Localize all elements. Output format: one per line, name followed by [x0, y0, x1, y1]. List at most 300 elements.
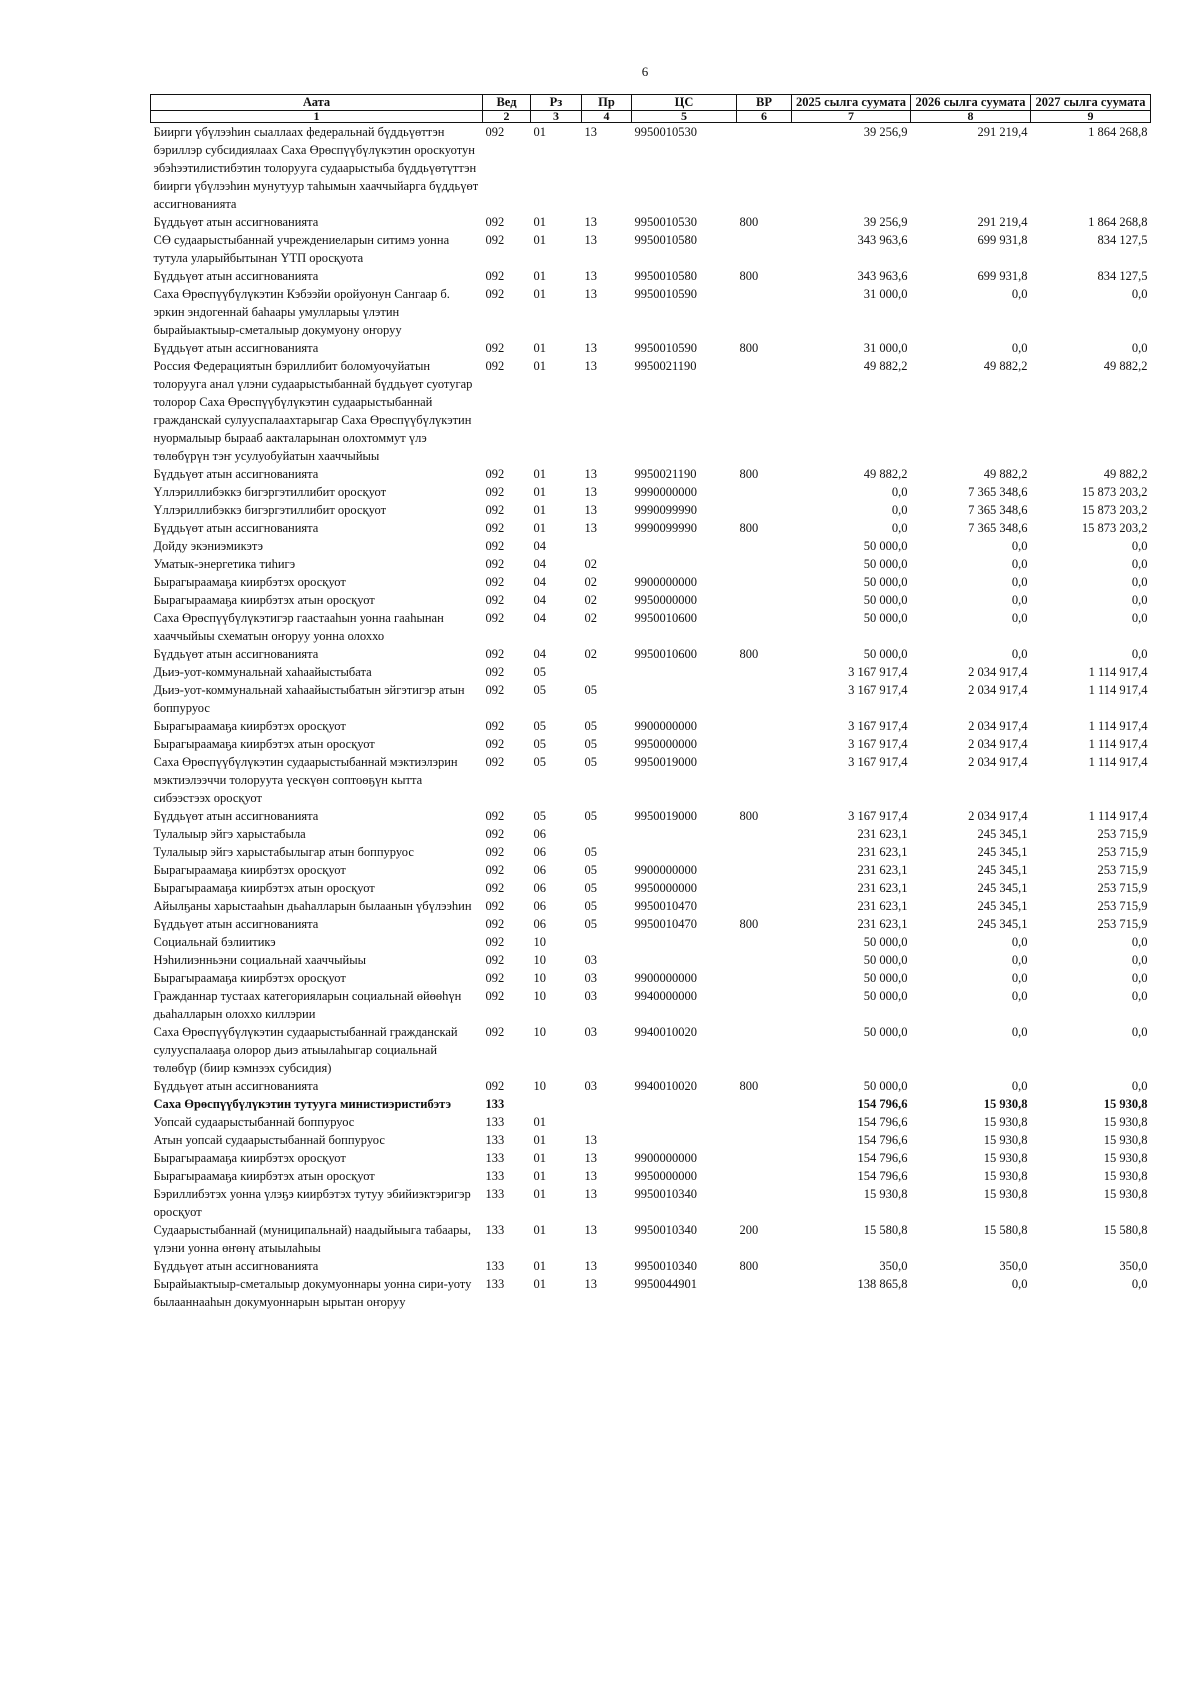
row-ved: 092 [485, 593, 505, 607]
row-amount-2025: 39 256,9 [863, 125, 908, 139]
row-amount-2026: 0,0 [1011, 935, 1028, 949]
row-amount-2026: 0,0 [1011, 971, 1028, 985]
row-vr: 800 [739, 521, 759, 535]
table-row [151, 987, 1151, 1023]
row-rz: 06 [533, 827, 546, 841]
row-amount-2025: 154 796,6 [857, 1169, 908, 1183]
row-ved: 092 [485, 575, 505, 589]
row-cs: 9990099990 [634, 503, 697, 517]
row-amount-2026: 2 034 917,4 [968, 719, 1028, 733]
row-rz: 01 [533, 341, 546, 355]
row-vr [737, 1275, 792, 1311]
row-vr [737, 501, 792, 519]
row-amount-2027: 15 930,8 [1103, 1187, 1148, 1201]
row-vr [737, 555, 792, 573]
row-vr: 800 [739, 269, 759, 283]
table-row [151, 735, 1151, 753]
row-cs: 9950000000 [634, 737, 697, 751]
row-rz: 05 [533, 665, 546, 679]
row-amount-2026: 15 930,8 [983, 1133, 1028, 1147]
row-ved: 092 [485, 809, 505, 823]
row-name: Үллэриллибэккэ бигэргэтиллибит оросқуот [153, 485, 387, 499]
row-pr: 03 [584, 953, 597, 967]
row-rz: 01 [533, 1187, 546, 1201]
table-row [151, 339, 1151, 357]
row-pr: 13 [584, 1151, 597, 1165]
row-amount-2026: 245 345,1 [977, 845, 1028, 859]
row-amount-2027: 0,0 [1131, 647, 1148, 661]
row-amount-2027: 49 882,2 [1103, 359, 1148, 373]
row-name: Бырагыраамаҕа киирбэтэх оросқуот [153, 575, 346, 589]
row-pr: 13 [584, 233, 597, 247]
row-amount-2027: 834 127,5 [1097, 269, 1148, 283]
row-vr [737, 123, 792, 214]
table-row [151, 357, 1151, 465]
row-ved: 092 [485, 359, 505, 373]
row-ved: 092 [485, 539, 505, 553]
row-vr [737, 609, 792, 645]
row-ved: 133 [485, 1223, 505, 1237]
row-vr [737, 825, 792, 843]
row-amount-2027: 1 114 917,4 [1088, 665, 1148, 679]
table-row [151, 825, 1151, 843]
row-name: Уматык-энергетика тиһигэ [153, 557, 296, 571]
row-pr: 05 [584, 899, 597, 913]
row-pr: 13 [584, 341, 597, 355]
budget-table-container [150, 94, 1150, 1311]
table-row [151, 591, 1151, 609]
row-pr [582, 933, 632, 951]
row-cs [632, 1113, 737, 1131]
row-name: Дьиэ-уот-коммунальнай хаһаайыстыбата [153, 665, 372, 679]
row-amount-2027: 0,0 [1131, 611, 1148, 625]
row-name: Бүддьүөт атын ассигнованията [153, 917, 319, 931]
row-amount-2026: 0,0 [1011, 989, 1028, 1003]
row-amount-2025: 343 963,6 [857, 269, 908, 283]
row-vr [737, 753, 792, 807]
row-ved: 092 [485, 485, 505, 499]
row-pr: 13 [584, 1187, 597, 1201]
row-amount-2025: 350,0 [879, 1259, 908, 1273]
row-name: Нэһилиэнньэни социальнай хааччыйыы [153, 953, 367, 967]
row-name: Бырагыраамаҕа киирбэтэх атын оросқуот [153, 881, 375, 895]
table-row [151, 1149, 1151, 1167]
row-amount-2025: 50 000,0 [863, 611, 908, 625]
table-row [151, 1077, 1151, 1095]
row-vr [737, 1149, 792, 1167]
row-amount-2027: 1 864 268,8 [1088, 215, 1148, 229]
row-name: Саха Өрөспүүбүлүкэтигэр гаастааһын уонна гааһынан хааччыйыы схематын оҥоруу уонна олоххо [153, 611, 444, 643]
row-pr: 05 [584, 917, 597, 931]
row-name: Бүддьүөт атын ассигнованията [153, 269, 319, 283]
row-rz: 06 [533, 863, 546, 877]
row-rz: 01 [533, 521, 546, 535]
row-name: Саха Өрөспүүбүлүкэтин Кэбээйи оройуонун Сангаар б. эркин эндогеннай баһаары умулларыы үлэтин бырайыактыыр-сметалыыр докумуону оҥоруу [153, 287, 450, 337]
table-row [151, 1257, 1151, 1275]
row-ved: 092 [485, 845, 505, 859]
row-pr: 02 [584, 611, 597, 625]
table-row [151, 519, 1151, 537]
table-row [151, 555, 1151, 573]
row-name: Бүддьүөт атын ассигнованията [153, 341, 319, 355]
row-amount-2026: 291 219,4 [977, 215, 1028, 229]
row-rz: 01 [533, 467, 546, 481]
row-rz: 10 [533, 953, 546, 967]
row-vr [737, 933, 792, 951]
table-row [151, 753, 1151, 807]
row-cs: 9950010580 [634, 233, 697, 247]
row-amount-2026: 245 345,1 [977, 917, 1028, 931]
row-amount-2027: 350,0 [1119, 1259, 1148, 1273]
row-amount-2026: 49 882,2 [983, 467, 1028, 481]
header-vr: ВР [737, 95, 792, 111]
table-row [151, 123, 1151, 214]
row-cs: 9950010590 [634, 287, 697, 301]
row-amount-2027: 15 580,8 [1103, 1223, 1148, 1237]
row-pr: 03 [584, 1025, 597, 1039]
row-cs: 9900000000 [634, 863, 697, 877]
row-pr: 05 [584, 755, 597, 769]
row-vr: 800 [739, 215, 759, 229]
row-name: Бырайыактыыр-сметалыыр докумуоннары уонна сири-уоту былааннааһын докумуоннарын ырытан оҥоруу [153, 1277, 472, 1309]
row-amount-2026: 2 034 917,4 [968, 665, 1028, 679]
row-amount-2025: 3 167 917,4 [848, 719, 908, 733]
row-rz: 01 [533, 269, 546, 283]
table-row [151, 969, 1151, 987]
row-name: Бырагыраамаҕа киирбэтэх оросқуот [153, 971, 346, 985]
row-name: Социальнай бэлиитикэ [153, 935, 276, 949]
row-name: СӨ судаарыстыбаннай учреждениеларын ситимэ уонна тутула уларыйбытынан ҮТП оросқуота [153, 233, 450, 265]
row-name: Бэриллибэтэх уонна үлэҕэ киирбэтэх тутуу эбийиэктэригэр оросқуот [153, 1187, 471, 1219]
row-amount-2027: 0,0 [1131, 557, 1148, 571]
header-ved: Вед [483, 95, 531, 111]
row-amount-2027: 253 715,9 [1097, 881, 1148, 895]
row-cs: 9950019000 [634, 755, 697, 769]
table-header [151, 95, 1151, 123]
row-amount-2027: 1 114 917,4 [1088, 719, 1148, 733]
row-cs: 9950010470 [634, 917, 697, 931]
row-vr [737, 357, 792, 465]
row-vr [737, 231, 792, 267]
row-name: Бүддьүөт атын ассигнованията [153, 521, 319, 535]
row-vr [737, 537, 792, 555]
row-vr [737, 663, 792, 681]
row-amount-2025: 231 623,1 [857, 917, 908, 931]
row-amount-2025: 3 167 917,4 [848, 809, 908, 823]
row-rz: 01 [533, 1223, 546, 1237]
row-rz: 01 [533, 485, 546, 499]
row-amount-2026: 15 930,8 [983, 1097, 1028, 1111]
header-aata: Аата [151, 95, 483, 111]
row-rz: 10 [533, 935, 546, 949]
table-row [151, 267, 1151, 285]
table-row [151, 663, 1151, 681]
row-amount-2027: 15 930,8 [1103, 1115, 1148, 1129]
column-number: 1 [151, 111, 483, 123]
row-amount-2025: 231 623,1 [857, 827, 908, 841]
row-pr: 13 [584, 485, 597, 499]
row-vr [737, 1095, 792, 1113]
row-amount-2025: 31 000,0 [863, 287, 908, 301]
row-amount-2025: 0,0 [891, 485, 908, 499]
row-cs [632, 555, 737, 573]
row-rz: 04 [533, 647, 546, 661]
row-pr: 05 [584, 683, 597, 697]
table-row [151, 897, 1151, 915]
row-amount-2025: 231 623,1 [857, 845, 908, 859]
row-cs: 9950010600 [634, 611, 697, 625]
row-rz: 06 [533, 881, 546, 895]
row-vr [737, 591, 792, 609]
header-rz: Рз [531, 95, 582, 111]
row-name: Бырагыраамаҕа киирбэтэх атын оросқуот [153, 1169, 375, 1183]
row-rz: 01 [533, 287, 546, 301]
row-name: Бүддьүөт атын ассигнованията [153, 1259, 319, 1273]
row-amount-2025: 50 000,0 [863, 593, 908, 607]
table-row [151, 573, 1151, 591]
column-number: 6 [737, 111, 792, 123]
table-row [151, 1275, 1151, 1311]
row-name: Саха Өрөспүүбүлүкэтин судаарыстыбаннай мэктиэлэрин мэктиэлээччи толоруута үескүөн соптоөҕүн кытта сибээстээх оросқуот [153, 755, 458, 805]
row-rz: 10 [533, 1025, 546, 1039]
table-row [151, 483, 1151, 501]
column-number: 8 [911, 111, 1031, 123]
row-name: Бүддьүөт атын ассигнованията [153, 467, 319, 481]
row-amount-2025: 50 000,0 [863, 557, 908, 571]
row-ved: 092 [485, 1025, 505, 1039]
row-cs [632, 537, 737, 555]
row-ved: 092 [485, 341, 505, 355]
row-rz: 01 [533, 503, 546, 517]
row-amount-2025: 231 623,1 [857, 899, 908, 913]
row-name: Тулалыыр эйгэ харыстабыла [153, 827, 306, 841]
row-amount-2025: 15 580,8 [863, 1223, 908, 1237]
row-vr: 800 [739, 917, 759, 931]
row-name: Бүддьүөт атын ассигнованията [153, 647, 319, 661]
row-vr [737, 1131, 792, 1149]
row-cs: 9950010530 [634, 215, 697, 229]
row-amount-2026: 0,0 [1011, 647, 1028, 661]
row-cs [632, 663, 737, 681]
row-amount-2027: 834 127,5 [1097, 233, 1148, 247]
row-name: Россия Федерациятын бэриллибит боломуочуйатын толорууга анал үлэни судаарыстыбаннай бүддьүөт суотугар толорор Саха Өрөспүүбүлүкэтин судаарыстыбаннай гражданскай сулууспалаахтарыгар Саха Өрөспүүбүлүкэтин нуормалыыр бырааб аакталарынан олохтоммут үлэ төлөбүрүн тэҥ усулуобуйатын хааччыйыы [153, 359, 473, 463]
row-amount-2026: 2 034 917,4 [968, 683, 1028, 697]
row-cs [632, 681, 737, 717]
row-vr [737, 285, 792, 339]
row-ved: 092 [485, 557, 505, 571]
table-row [151, 717, 1151, 735]
row-rz: 01 [533, 1259, 546, 1273]
row-vr: 800 [739, 467, 759, 481]
column-number: 5 [632, 111, 737, 123]
row-amount-2026: 15 930,8 [983, 1115, 1028, 1129]
row-pr: 13 [584, 1277, 597, 1291]
row-cs: 9950000000 [634, 593, 697, 607]
row-amount-2025: 49 882,2 [863, 467, 908, 481]
row-rz: 04 [533, 575, 546, 589]
row-vr [737, 1113, 792, 1131]
row-amount-2027: 15 873 203,2 [1081, 521, 1148, 535]
row-rz: 04 [533, 539, 546, 553]
row-rz: 04 [533, 557, 546, 571]
row-amount-2027: 0,0 [1131, 1025, 1148, 1039]
row-amount-2027: 1 114 917,4 [1088, 809, 1148, 823]
row-cs: 9950010530 [634, 125, 697, 139]
table-row [151, 537, 1151, 555]
row-amount-2026: 0,0 [1011, 1277, 1028, 1291]
row-rz: 01 [533, 1169, 546, 1183]
row-amount-2026: 0,0 [1011, 1079, 1028, 1093]
column-number: 2 [483, 111, 531, 123]
table-row [151, 1113, 1151, 1131]
row-pr: 03 [584, 971, 597, 985]
row-amount-2027: 0,0 [1131, 539, 1148, 553]
row-vr: 200 [739, 1223, 759, 1237]
row-vr [737, 951, 792, 969]
row-amount-2026: 0,0 [1011, 575, 1028, 589]
row-ved: 092 [485, 233, 505, 247]
row-pr: 05 [584, 881, 597, 895]
row-pr: 13 [584, 467, 597, 481]
header-2025: 2025 сылга суумата [792, 95, 911, 111]
row-ved: 092 [485, 683, 505, 697]
row-cs: 9900000000 [634, 971, 697, 985]
table-row [151, 231, 1151, 267]
row-rz: 01 [533, 1277, 546, 1291]
row-cs [632, 843, 737, 861]
row-name: Үллэриллибэккэ бигэргэтиллибит оросқуот [153, 503, 387, 517]
row-amount-2027: 253 715,9 [1097, 845, 1148, 859]
row-amount-2025: 154 796,6 [857, 1115, 908, 1129]
row-ved: 133 [485, 1187, 505, 1201]
row-vr [737, 735, 792, 753]
row-pr: 13 [584, 215, 597, 229]
row-amount-2026: 699 931,8 [977, 233, 1028, 247]
row-pr: 13 [584, 269, 597, 283]
row-amount-2025: 138 865,8 [857, 1277, 908, 1291]
row-amount-2027: 15 930,8 [1103, 1151, 1148, 1165]
row-amount-2026: 2 034 917,4 [968, 755, 1028, 769]
row-ved: 092 [485, 719, 505, 733]
column-number: 3 [531, 111, 582, 123]
table-row [151, 1185, 1151, 1221]
row-amount-2027: 0,0 [1131, 1277, 1148, 1291]
header-cs: ЦС [632, 95, 737, 111]
row-amount-2026: 0,0 [1011, 539, 1028, 553]
row-cs [632, 933, 737, 951]
row-ved: 133 [485, 1259, 505, 1273]
header-pr: Пр [582, 95, 632, 111]
row-amount-2027: 0,0 [1131, 593, 1148, 607]
row-cs: 9940010020 [634, 1025, 697, 1039]
row-amount-2026: 0,0 [1011, 611, 1028, 625]
row-ved: 092 [485, 971, 505, 985]
row-amount-2026: 7 365 348,6 [968, 521, 1028, 535]
row-amount-2025: 231 623,1 [857, 863, 908, 877]
row-amount-2027: 15 930,8 [1103, 1133, 1148, 1147]
row-name: Бүддьүөт атын ассигнованията [153, 809, 319, 823]
row-amount-2026: 0,0 [1011, 557, 1028, 571]
row-ved: 092 [485, 1079, 505, 1093]
column-number: 7 [792, 111, 911, 123]
row-name: Бырагыраамаҕа киирбэтэх оросқуот [153, 863, 346, 877]
row-amount-2025: 50 000,0 [863, 953, 908, 967]
row-amount-2027: 15 873 203,2 [1081, 503, 1148, 517]
row-amount-2026: 350,0 [999, 1259, 1028, 1273]
row-cs: 9950019000 [634, 809, 697, 823]
row-pr: 13 [584, 503, 597, 517]
row-vr: 800 [739, 1079, 759, 1093]
row-amount-2027: 15 930,8 [1103, 1097, 1148, 1111]
row-ved: 092 [485, 125, 505, 139]
header-2027: 2027 сылга суумата [1031, 95, 1151, 111]
row-vr [737, 1023, 792, 1077]
row-pr: 02 [584, 575, 597, 589]
row-amount-2027: 49 882,2 [1103, 467, 1148, 481]
table-body [151, 123, 1151, 1312]
row-vr: 800 [739, 341, 759, 355]
row-cs: 9900000000 [634, 719, 697, 733]
row-amount-2027: 253 715,9 [1097, 827, 1148, 841]
header-2026: 2026 сылга суумата [911, 95, 1031, 111]
table-row [151, 285, 1151, 339]
column-number: 4 [582, 111, 632, 123]
row-amount-2027: 253 715,9 [1097, 917, 1148, 931]
row-cs: 9990000000 [634, 485, 697, 499]
table-row [151, 843, 1151, 861]
row-amount-2027: 0,0 [1131, 1079, 1148, 1093]
row-amount-2025: 0,0 [891, 503, 908, 517]
row-pr: 03 [584, 989, 597, 1003]
row-rz: 10 [533, 971, 546, 985]
row-amount-2027: 1 114 917,4 [1088, 755, 1148, 769]
row-vr [737, 843, 792, 861]
row-amount-2025: 50 000,0 [863, 539, 908, 553]
table-row [151, 933, 1151, 951]
row-amount-2027: 0,0 [1131, 989, 1148, 1003]
row-amount-2025: 3 167 917,4 [848, 665, 908, 679]
row-ved: 092 [485, 503, 505, 517]
table-row [151, 645, 1151, 663]
row-ved: 092 [485, 755, 505, 769]
row-name: Уопсай судаарыстыбаннай боппуруос [153, 1115, 355, 1129]
row-name: Айылҕаны харыстааһын дьаһалларын былаанын үбүлээһин [153, 899, 472, 913]
row-vr [737, 573, 792, 591]
row-ved: 092 [485, 953, 505, 967]
row-pr: 13 [584, 1133, 597, 1147]
row-amount-2025: 3 167 917,4 [848, 755, 908, 769]
row-amount-2025: 49 882,2 [863, 359, 908, 373]
row-name: Бырагыраамаҕа киирбэтэх оросқуот [153, 1151, 346, 1165]
row-amount-2026: 49 882,2 [983, 359, 1028, 373]
row-amount-2026: 15 580,8 [983, 1223, 1028, 1237]
row-amount-2026: 291 219,4 [977, 125, 1028, 139]
row-amount-2027: 0,0 [1131, 575, 1148, 589]
row-vr [737, 879, 792, 897]
row-ved: 092 [485, 269, 505, 283]
table-row [151, 1023, 1151, 1077]
row-name: Судаарыстыбаннай (муниципальнай) наадыйыыга табаары, үлэни уонна өҥөнү атыылаһыы [153, 1223, 471, 1255]
row-amount-2025: 50 000,0 [863, 647, 908, 661]
row-rz: 05 [533, 755, 546, 769]
row-rz: 01 [533, 359, 546, 373]
row-cs [632, 825, 737, 843]
row-name: Бырагыраамаҕа киирбэтэх оросқуот [153, 719, 346, 733]
row-vr: 800 [739, 647, 759, 661]
table-row [151, 1167, 1151, 1185]
row-pr: 13 [584, 359, 597, 373]
row-amount-2026: 245 345,1 [977, 827, 1028, 841]
